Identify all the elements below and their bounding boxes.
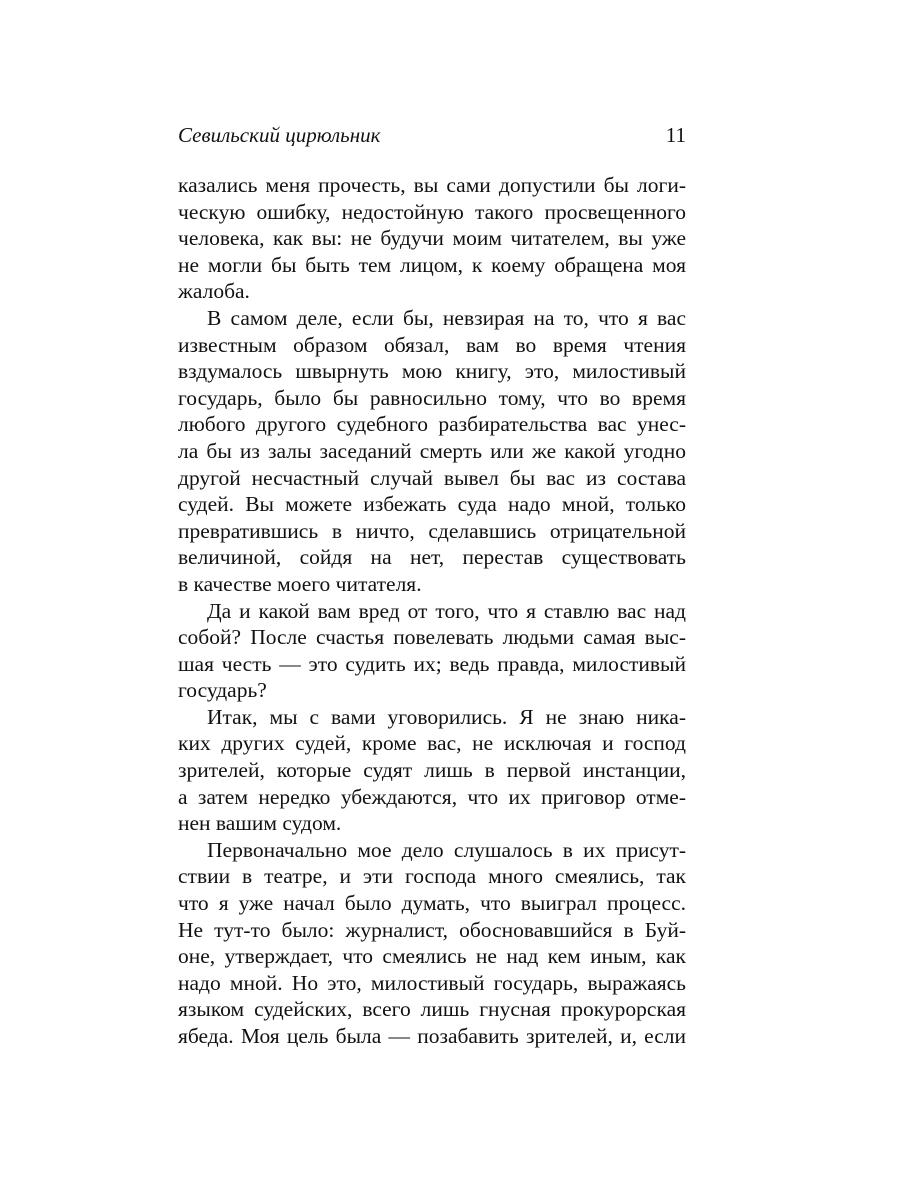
text-line: государь? [178, 678, 267, 703]
text-line: ческую ошибку, недостойную такого просвещенного [178, 199, 686, 224]
paragraph [178, 704, 686, 837]
text-line: оне, утверждает, что смеялись не над кем иным, как [178, 944, 686, 969]
text-line: вздумалось швырнуть мою книгу, это, милостивый [178, 359, 686, 384]
text-line: величиной, сойдя на нет, перестав существовать [178, 545, 686, 570]
text-line: любого другого судебного разбирательства вас унес- [178, 412, 686, 437]
text-line: судей. Вы можете избежать суда надо мной, только [178, 492, 686, 517]
text-line: Да и какой вам вред от того, что я ставлю вас над [207, 598, 686, 623]
running-title: Севильский цирюльник [178, 123, 381, 147]
text-line: зрителей, которые судят лишь в первой инстанции, [178, 758, 686, 783]
text-line: жалоба. [178, 279, 250, 304]
paragraph [178, 172, 686, 305]
text-line: государь, было бы равносильно тому, что во время [178, 385, 686, 410]
text-line: собой? После счастья повелевать людьми самая выс- [178, 625, 686, 650]
text-line: языком судейских, всего лишь гнусная прокурорская [178, 997, 686, 1022]
text-line: превратившись в ничто, сделавшись отрицательной [178, 518, 686, 543]
text-line: а затем нередко убеждаются, что их приговор отме- [178, 784, 686, 809]
text-line: В самом деле, если бы, невзирая на то, что я вас [207, 305, 686, 330]
text-line: Не тут-то было: журналист, обосновавшийся в Буй- [178, 917, 686, 942]
text-line: нен вашим судом. [178, 811, 342, 836]
text-line: человека, как вы: не будучи моим читателем, вы уже [178, 226, 686, 251]
text-line: другой несчастный случай вывел бы вас из состава [178, 465, 686, 490]
body-text [178, 172, 686, 1050]
text-line: ких других судей, кроме вас, не исключая и господ [178, 731, 686, 756]
text-line: известным образом обязал, вам во время чтения [178, 332, 686, 357]
text-line: казались меня прочесть, вы сами допустили бы логи- [178, 173, 686, 197]
text-line: что я уже начал было думать, что выиграл процесс. [178, 891, 686, 916]
text-line: Итак, мы с вами уговорились. Я не знаю ника- [207, 704, 686, 729]
text-line: Первоначально мое дело слушалось в их присут- [207, 837, 686, 862]
page-number: 11 [665, 123, 686, 147]
text-line: в качестве моего читателя. [178, 571, 422, 596]
paragraph [178, 598, 686, 704]
text-line: шая честь — это судить их; ведь правда, милостивый [178, 651, 686, 676]
text-line: не могли бы быть тем лицом, к коему обращена моя [178, 252, 686, 277]
text-line: ствии в театре, и эти господа много смеялись, так [178, 864, 686, 889]
running-header [178, 121, 686, 149]
text-line: ябеда. Моя цель была — позабавить зрителей, и, если [178, 1024, 686, 1048]
paragraph [178, 837, 686, 1050]
paragraph [178, 305, 686, 598]
text-line: ла бы из залы заседаний смерть или же какой угодно [178, 438, 686, 463]
text-line: надо мной. Но это, милостивый государь, выражаясь [178, 970, 686, 995]
